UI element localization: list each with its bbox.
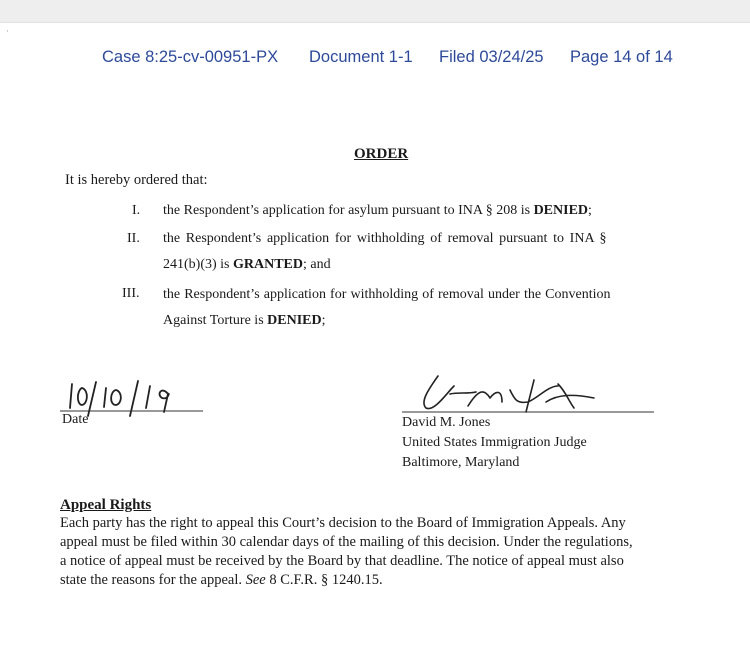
filed-date: Filed 03/24/25 xyxy=(439,48,544,66)
order-item-line: 241(b)(3) is GRANTED; and xyxy=(163,257,331,272)
order-intro: It is hereby ordered that: xyxy=(65,172,208,188)
appeal-text-line: Each party has the right to appeal this Court’s decision to the Board of Immigration Appeals. Any xyxy=(60,515,626,531)
item-numeral: II. xyxy=(127,231,140,246)
order-item-line: the Respondent’s application for withholding of removal under the Convention xyxy=(163,287,611,302)
scan-artifact: · xyxy=(6,26,9,36)
date-label: Date xyxy=(62,412,89,427)
document-number: Document 1-1 xyxy=(309,48,413,66)
case-header xyxy=(0,48,750,72)
item-numeral: III. xyxy=(122,286,140,301)
case-number: Case 8:25-cv-00951-PX xyxy=(102,48,279,66)
page-number: Page 14 of 14 xyxy=(570,48,673,66)
order-item-line: the Respondent’s application for asylum pursuant to INA § 208 is DENIED; xyxy=(163,203,592,218)
appeal-rights-heading: Appeal Rights xyxy=(60,497,152,513)
judge-name: David M. Jones xyxy=(402,415,491,430)
appeal-text-line: appeal must be filed within 30 calendar days of the mailing of this decision. Under the regulations, xyxy=(60,534,633,550)
order-item-line: the Respondent’s application for withholding of removal pursuant to INA § xyxy=(163,231,607,246)
appeal-text-line: a notice of appeal must be received by the Board by that deadline. The notice of appeal must also xyxy=(60,553,624,569)
order-title: ORDER xyxy=(354,146,409,162)
appeal-text-line: state the reasons for the appeal. See 8 C.F.R. § 1240.15. xyxy=(60,572,383,588)
item-numeral: I. xyxy=(132,203,141,218)
judge-location: Baltimore, Maryland xyxy=(402,455,520,470)
judge-title: United States Immigration Judge xyxy=(402,435,587,450)
order-item-line: Against Torture is DENIED; xyxy=(163,313,326,328)
browser-top-bar xyxy=(0,0,750,23)
